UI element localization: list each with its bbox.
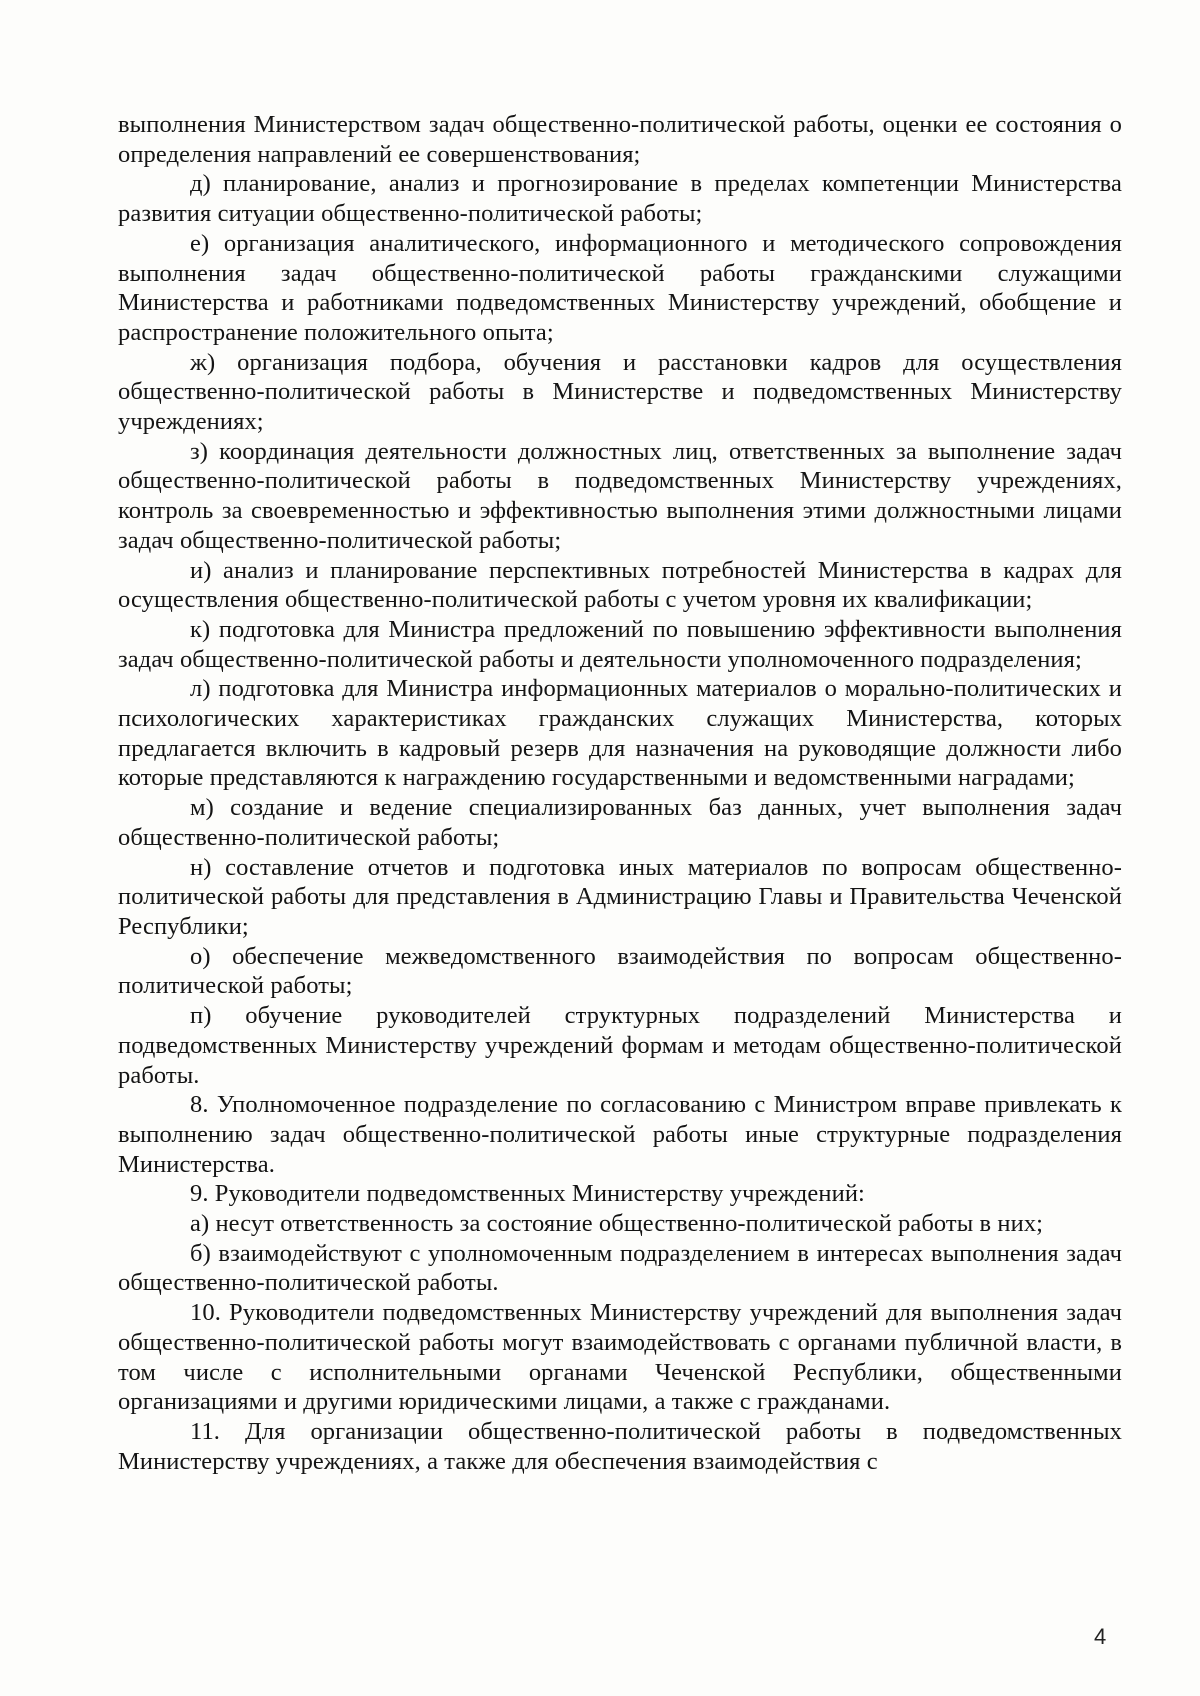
paragraph-item-d: д) планирование, анализ и прогнозирование в пределах компетенции Министерства развития ситуации общественно-политической работы;	[118, 170, 1122, 228]
paragraph-item-zh: ж) организация подбора, обучения и расстановки кадров для осуществления общественно-политической работы в Министерстве и подведомственных Министерству учреждениях;	[118, 348, 1122, 436]
paragraph-item-o: о) обеспечение межведомственного взаимодействия по вопросам общественно-политической работы;	[118, 942, 1122, 1000]
paragraph-item-e: е) организация аналитического, информационного и методического сопровождения выполнения задач общественно-политической работы гражданскими служащими Министерства и работниками подведомственных Министерству учреждений, обобщение и распространение положительного опыта;	[118, 229, 1122, 346]
paragraph-item-m: м) создание и ведение специализированных баз данных, учет выполнения задач общественно-политической работы;	[118, 794, 1122, 851]
paragraph-section-9-b: б) взаимодействуют с уполномоченным подразделением в интересах выполнения задач общественно-политической работы.	[118, 1239, 1122, 1297]
paragraph-section-10: 10. Руководители подведомственных Министерству учреждений для выполнения задач общественно-политической работы могут взаимодействовать с органами публичной власти, в том числе с исполнительными органами Чеченской Республики, общественными организациями и другими юридическими лицами, а также с гражданами.	[118, 1299, 1122, 1416]
paragraph-section-9: 9. Руководители подведомственных Министерству учреждений:	[190, 1180, 865, 1208]
page-number: 4	[1094, 1624, 1107, 1649]
paragraph-item-n: н) составление отчетов и подготовка иных материалов по вопросам общественно-политической работы для представления в Администрацию Главы и Правительства Чеченской Республики;	[118, 853, 1122, 940]
paragraph-section-9-a: а) несут ответственность за состояние общественно-политической работы в них;	[190, 1210, 1044, 1238]
paragraph-item-i: и) анализ и планирование перспективных потребностей Министерства в кадрах для осуществления общественно-политической работы с учетом уровня их квалификации;	[118, 556, 1122, 614]
document-body	[118, 110, 1122, 1476]
paragraph-item-l: л) подготовка для Министра информационных материалов о морально-политических и психологических характеристиках гражданских служащих Министерства, которых предлагается включить в кадровый резерв для назначения на руководящие должности либо которые представляются к награждению государственными и ведомственными наградами;	[118, 675, 1122, 792]
paragraph-item-p: п) обучение руководителей структурных подразделений Министерства и подведомственных Министерству учреждений формам и методам общественно-политической работы.	[118, 1002, 1122, 1089]
paragraph-continuation: выполнения Министерством задач общественно-политической работы, оценки ее состояния о определения направлений ее совершенствования;	[118, 111, 1122, 168]
paragraph-section-11: 11. Для организации общественно-политической работы в подведомственных Министерству учреждениях, а также для обеспечения взаимодействия с	[118, 1417, 1122, 1475]
paragraph-section-8: 8. Уполномоченное подразделение по согласованию с Министром вправе привлекать к выполнению задач общественно-политической работы иные структурные подразделения Министерства.	[118, 1091, 1122, 1178]
paragraph-item-z: з) координация деятельности должностных лиц, ответственных за выполнение задач общественно-политической работы в подведомственных Министерству учреждениях, контроль за своевременностью и эффективностью выполнения этими должностными лицами задач общественно-политической работы;	[118, 437, 1122, 554]
paragraph-item-k: к) подготовка для Министра предложений по повышению эффективности выполнения задач общественно-политической работы и деятельности уполномоченного подразделения;	[118, 615, 1122, 673]
